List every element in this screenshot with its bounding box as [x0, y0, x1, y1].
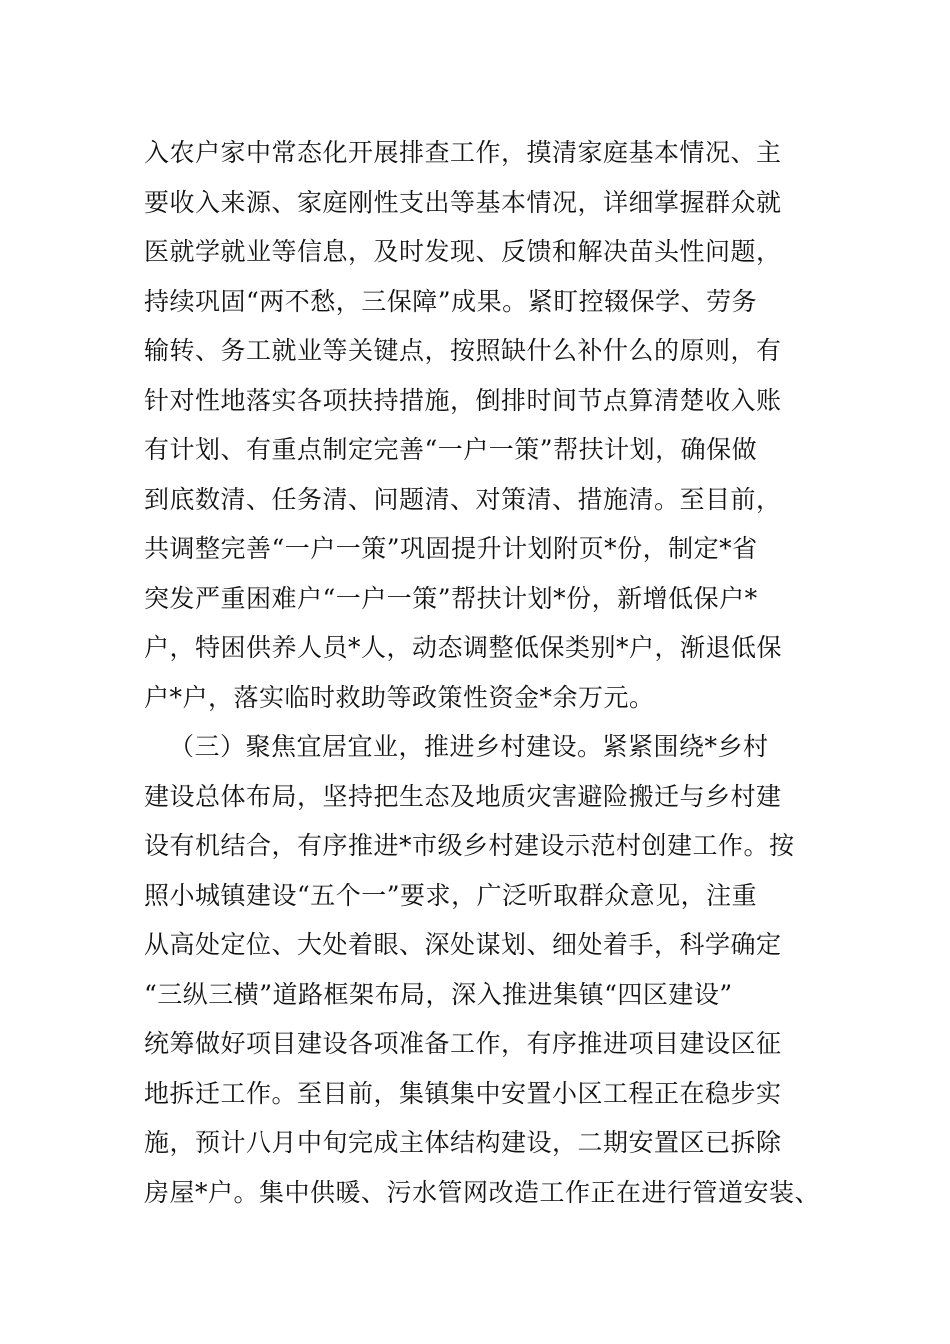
text-line: 建设总体布局，坚持把生态及地质灾害避险搬迁与乡村建	[144, 781, 782, 811]
text-line: 针对性地落实各项扶持措施，倒排时间节点算清楚收入账	[144, 385, 782, 415]
text-line: 到底数清、任务清、问题清、对策清、措施清。至目前，	[144, 484, 782, 514]
text-line: 要收入来源、家庭刚性支出等基本情况，详细掌握群众就	[144, 187, 782, 217]
text-line: 施，预计八月中旬完成主体结构建设，二期安置区已拆除	[144, 1128, 782, 1157]
body-text	[144, 128, 834, 1217]
text-line: 入农户家中常态化开展排查工作，摸清家庭基本情况、主	[144, 138, 782, 167]
text-line: 户*户，落实临时救助等政策性资金*余万元。	[144, 682, 655, 712]
text-line: 地拆迁工作。至目前，集镇集中安置小区工程正在稳步实	[144, 1078, 782, 1108]
text-line: 设有机结合，有序推进*市级乡村建设示范村创建工作。按	[144, 831, 795, 860]
text-line: 突发严重困难户“一户一策”帮扶计划*份，新增低保户*	[144, 583, 758, 613]
text-line: 共调整完善“一户一策”巩固提升计划附页*份，制定*省	[144, 534, 758, 563]
text-line: 有计划、有重点制定完善“一户一策”帮扶计划，确保做	[144, 435, 758, 464]
text-line: “三纵三横”道路框架布局，深入推进集镇“四区建设”	[144, 979, 733, 1009]
text-line: 户，特困供养人员*人，动态调整低保类别*户，渐退低保	[144, 633, 783, 662]
text-line: 持续巩固“两不愁，三保障”成果。紧盯控辍保学、劳务	[144, 286, 758, 316]
text-line: 输转、务工就业等关键点，按照缺什么补什么的原则，有	[144, 336, 782, 365]
text-line: 房屋*户。集中供暖、污水管网改造工作正在进行管道安装、	[144, 1177, 821, 1207]
section-heading-line: （三）聚焦宜居宜业，推进乡村建设。紧紧围绕*乡村	[169, 732, 769, 761]
text-line: 照小城镇建设“五个一”要求，广泛听取群众意见，注重	[144, 880, 758, 910]
text-line: 医就学就业等信息，及时发现、反馈和解决苗头性问题，	[144, 237, 782, 266]
text-line: 从高处定位、大处着眼、深处谋划、细处着手，科学确定	[144, 930, 782, 959]
text-line: 统筹做好项目建设各项准备工作，有序推进项目建设区征	[144, 1029, 782, 1058]
